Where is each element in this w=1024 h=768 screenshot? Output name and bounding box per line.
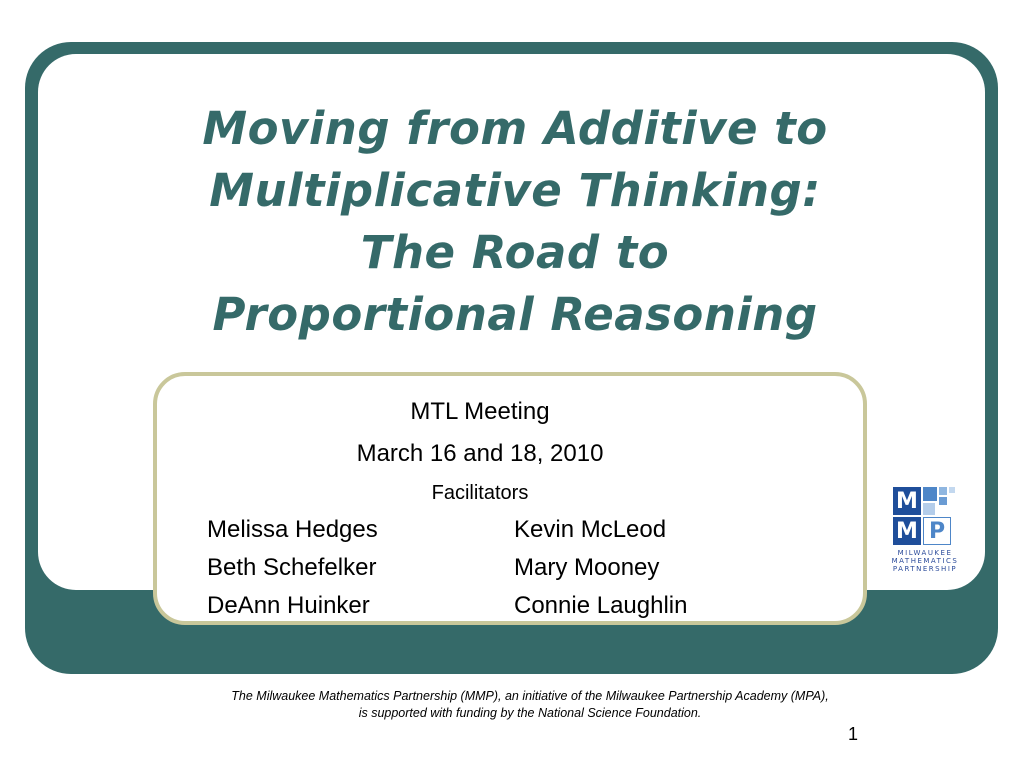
page-number: 1 bbox=[848, 724, 859, 744]
meeting-dates: March 16 and 18, 2010 bbox=[356, 440, 604, 467]
facilitator-name: Kevin McLeod bbox=[514, 516, 667, 543]
facilitator-name: DeAnn Huinker bbox=[207, 592, 370, 619]
logo-tile-small bbox=[949, 487, 955, 493]
title-line-3: The Road to bbox=[360, 226, 670, 279]
slide-footer bbox=[140, 688, 920, 722]
logo-tile-p: P bbox=[923, 517, 951, 545]
meeting-name: MTL Meeting bbox=[410, 398, 550, 425]
facilitator-name: Melissa Hedges bbox=[207, 516, 378, 543]
facilitators-label: Facilitators bbox=[431, 482, 529, 504]
title-line-1: Moving from Additive to bbox=[202, 102, 828, 155]
slide-title bbox=[120, 98, 910, 346]
logo-tile-m1: M bbox=[893, 487, 921, 515]
footer-line-2: is supported with funding by the National Science Foundation. bbox=[358, 706, 702, 720]
meeting-info-box bbox=[153, 372, 867, 625]
logo-tile-small bbox=[923, 487, 937, 501]
logo-tile-m2: M bbox=[893, 517, 921, 545]
footer-line-1: The Milwaukee Mathematics Partnership (MMP), an initiative of the Milwaukee Partnership Academy (MPA), bbox=[231, 689, 829, 703]
logo-text-1: MILWAUKEE bbox=[897, 549, 953, 557]
facilitator-name: Beth Schefelker bbox=[207, 554, 377, 581]
title-line-4: Proportional Reasoning bbox=[212, 288, 818, 341]
logo-text-3: PARTNERSHIP bbox=[892, 565, 958, 573]
facilitator-name: Connie Laughlin bbox=[514, 592, 688, 619]
logo-mark bbox=[893, 487, 957, 545]
mmp-logo bbox=[886, 487, 964, 571]
facilitator-name: Mary Mooney bbox=[514, 554, 660, 581]
logo-tile-small bbox=[939, 487, 947, 495]
logo-tile-small bbox=[923, 503, 935, 515]
logo-tile-small bbox=[939, 497, 947, 505]
logo-text-2: MATHEMATICS bbox=[891, 557, 959, 565]
title-line-2: Multiplicative Thinking: bbox=[209, 164, 821, 217]
